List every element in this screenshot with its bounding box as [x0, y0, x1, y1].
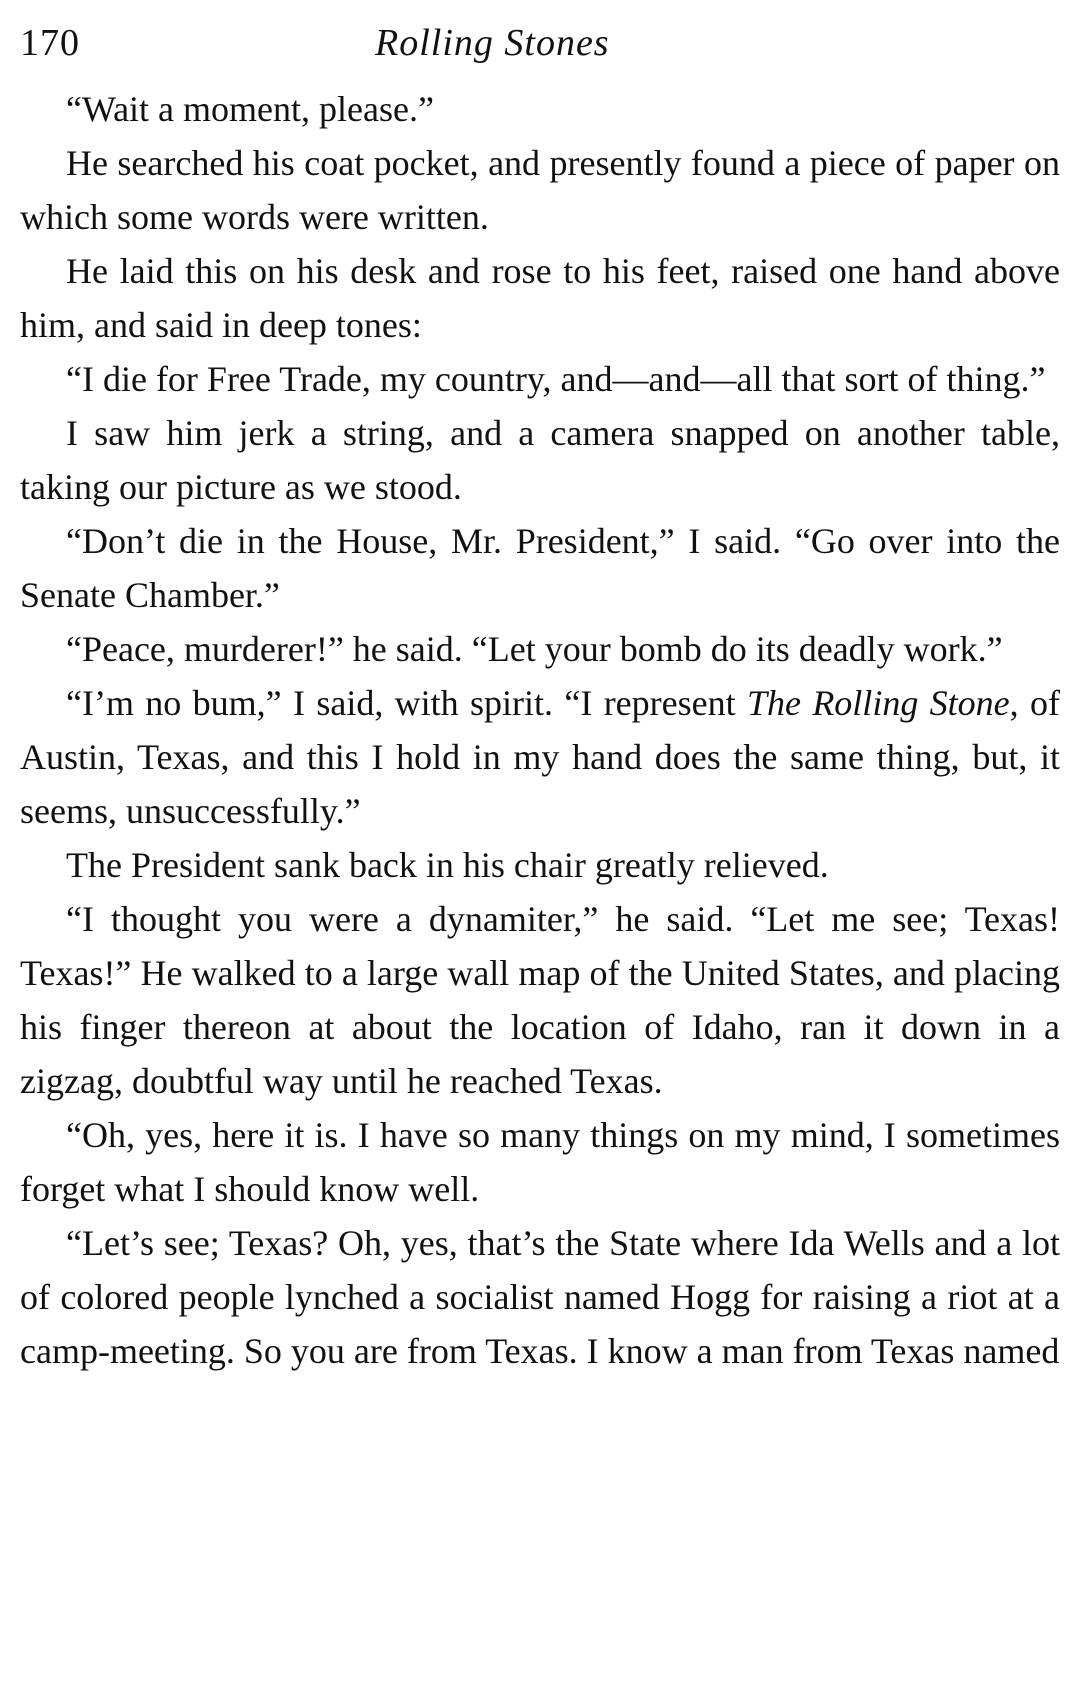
page-number: 170 — [20, 22, 80, 64]
paragraph: I saw him jerk a string, and a camera snapped on another table, taking our picture as we stood. — [20, 413, 1060, 507]
paragraph: “Let’s see; Texas? Oh, yes, that’s the State where Ida Wells and a lot of colored people lynched a socialist named Hogg for raising a riot at a camp-meeting. So you are from Texas. I know a man from Texas named — [20, 1223, 1060, 1371]
paragraph: “Wait a moment, please.” — [66, 89, 434, 129]
running-title: Rolling Stones — [375, 22, 610, 64]
page-header — [20, 14, 1060, 72]
newspaper-title: The Rolling Stone — [746, 683, 1010, 723]
paragraph: “Don’t die in the House, Mr. President,” I said. “Go over into the Senate Chamber.” — [20, 521, 1060, 615]
body-text — [20, 82, 1060, 1378]
paragraph: “Oh, yes, here it is. I have so many things on my mind, I sometimes forget what I should know well. — [20, 1115, 1060, 1209]
paragraph: “I die for Free Trade, my country, and—and—all that sort of thing.” — [66, 359, 1046, 399]
book-page — [20, 14, 1060, 1378]
paragraph — [20, 676, 1060, 838]
paragraph: “I thought you were a dynamiter,” he said. “Let me see; Texas! Texas!” He walked to a large wall map of the United States, and placing his finger thereon at about the location of Idaho, ran it down in a zigzag, doubtful way until he reached Texas. — [20, 899, 1060, 1101]
paragraph: He laid this on his desk and rose to his feet, raised one hand above him, and said in deep tones: — [20, 251, 1060, 345]
paragraph: The President sank back in his chair greatly relieved. — [66, 845, 829, 885]
paragraph: “Peace, murderer!” he said. “Let your bomb do its deadly work.” — [66, 629, 1003, 669]
paragraph: He searched his coat pocket, and presently found a piece of paper on which some words were written. — [20, 143, 1060, 237]
paragraph-text: , of Austin, Texas, and this I hold in my hand does the same thing, but, it seems, unsuccessfully.” — [20, 683, 1060, 831]
paragraph-text: “I’m no bum,” I said, with spirit. “I represent — [66, 683, 747, 723]
